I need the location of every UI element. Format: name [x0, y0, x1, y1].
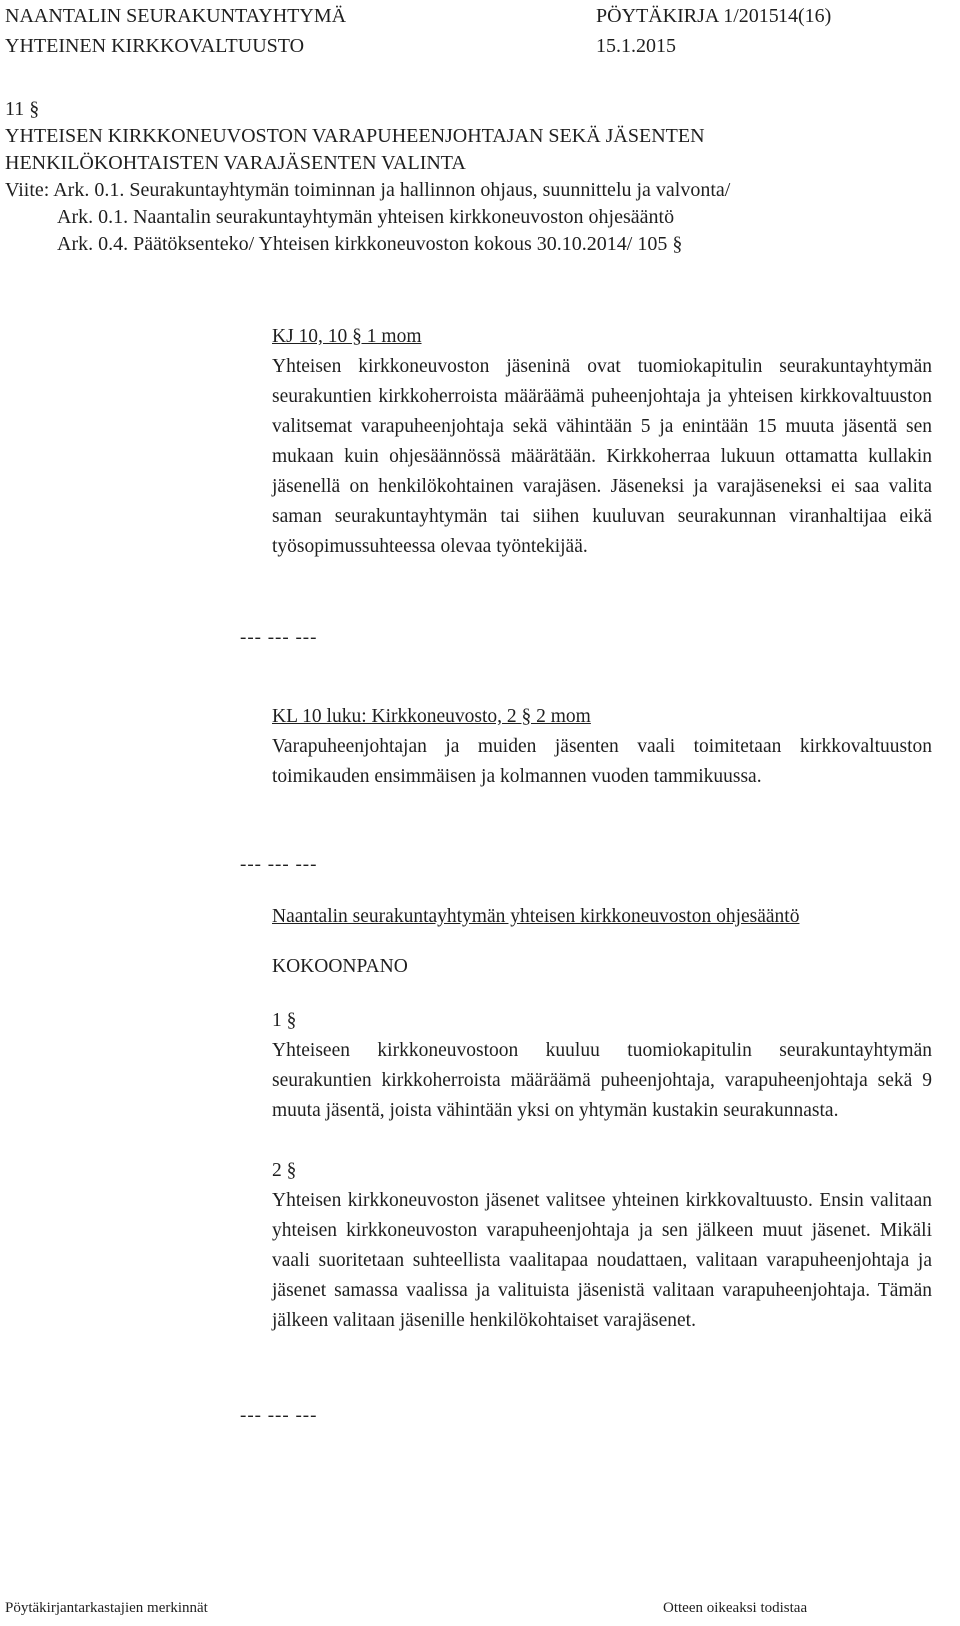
- separator: --- --- ---: [240, 1405, 318, 1426]
- kl-text: Varapuheenjohtajan ja muiden jäsenten vaali toimitetaan kirkkovaltuuston toimikauden ensimmäisen ja kolmannen vuoden tammikuussa.: [272, 736, 932, 787]
- rules-subheading: KOKOONPANO: [272, 956, 408, 977]
- separator: --- --- ---: [240, 627, 318, 648]
- section-title-line1: YHTEISEN KIRKKONEUVOSTON VARAPUHEENJOHTAJAN SEKÄ JÄSENTEN: [5, 125, 705, 147]
- kj-heading: KJ 10, 10 § 1 mom: [272, 326, 422, 347]
- header-council: YHTEINEN KIRKKOVALTUUSTO: [5, 35, 305, 57]
- reference-1: Viite: Ark. 0.1. Seurakuntayhtymän toiminnan ja hallinnon ohjaus, suunnittelu ja valvonta/: [5, 179, 731, 201]
- footer-certification: Otteen oikeaksi todistaa: [663, 1600, 808, 1616]
- paragraph-1-number: 1 §: [272, 1010, 297, 1031]
- paragraph-2-text: Yhteisen kirkkoneuvoston jäsenet valitsee yhteinen kirkkovaltuusto. Ensin valitaan yhteisen kirkkoneuvoston varapuheenjohtaja ja sen jälkeen muut jäsenet. Mikäli vaali suoritetaan suhteellista vaalitapaa noudattaen, valitaan varapuheenjohtaja ja jäsenet samassa vaalissa ja valituista jäsenistä valitaan varapuheenjohtaja. Tämän jälkeen valitaan jäsenille henkilökohtaiset varajäsenet.: [272, 1190, 932, 1331]
- header-date: 15.1.2015: [596, 35, 676, 57]
- reference-2: Ark. 0.1. Naantalin seurakuntayhtymän yhteisen kirkkoneuvoston ohjesääntö: [57, 206, 675, 228]
- kj-block: [272, 322, 932, 562]
- reference-3: Ark. 0.4. Päätöksenteko/ Yhteisen kirkkoneuvoston kokous 30.10.2014/ 105 §: [57, 233, 683, 255]
- rules-heading: Naantalin seurakuntayhtymän yhteisen kirkkoneuvoston ohjesääntö: [272, 906, 800, 927]
- rules-block: [272, 902, 932, 1336]
- section-title-line2: HENKILÖKOHTAISTEN VARAJÄSENTEN VALINTA: [5, 152, 466, 174]
- footer-inspectors: Pöytäkirjantarkastajien merkinnät: [5, 1600, 208, 1616]
- kl-heading: KL 10 luku: Kirkkoneuvosto, 2 § 2 mom: [272, 706, 591, 727]
- header-organization: NAANTALIN SEURAKUNTAYHTYMÄ: [5, 5, 347, 27]
- section-number: 11 §: [5, 98, 40, 120]
- separator: --- --- ---: [240, 854, 318, 875]
- section-header: [5, 96, 935, 258]
- header-page-number: 14(16): [778, 5, 832, 27]
- paragraph-1-text: Yhteiseen kirkkoneuvostoon kuuluu tuomiokapitulin seurakuntayhtymän seurakuntien kirkkoherroista määräämä puheenjohtaja, varapuheenjohtaja sekä 9 muuta jäsentä, joista vähintään yksi on yhtymän kustakin seurakunnasta.: [272, 1040, 932, 1121]
- kj-text: Yhteisen kirkkoneuvoston jäseninä ovat tuomiokapitulin seurakuntayhtymän seurakuntien kirkkoherroista määräämä puheenjohtaja ja yhteisen kirkkovaltuuston valitsemat varapuheenjohtaja sekä vähintään 5 ja enintään 15 muuta jäsentä sen mukaan kuin ohjesäännössä määrätään. Kirkkoherraa lukuun ottamatta kullakin jäsenellä on henkilökohtainen varajäsen. Jäseneksi ja varajäseneksi ei saa valita saman seurakuntayhtymän tai siihen kuuluvan seurakunnan viranhaltijaa eikä työsopimussuhteessa olevaa työntekijää.: [272, 356, 932, 557]
- kl-block: [272, 702, 932, 792]
- paragraph-2-number: 2 §: [272, 1160, 297, 1181]
- header-document: PÖYTÄKIRJA 1/2015: [596, 5, 779, 27]
